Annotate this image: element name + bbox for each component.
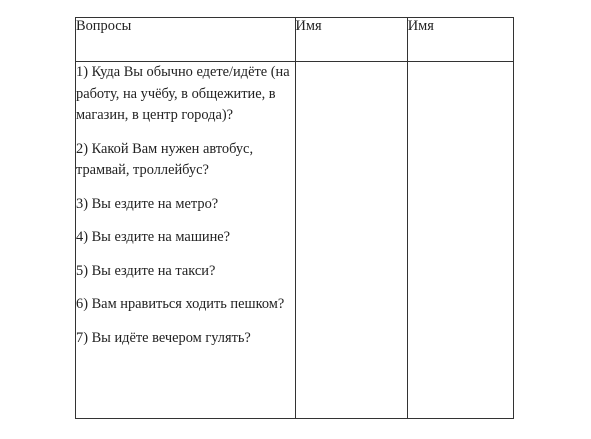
table-body-row — [76, 62, 514, 419]
question-7: 7) Вы идёте вечером гулять? — [76, 329, 251, 346]
header-name-1: Имя — [295, 18, 407, 62]
header-questions: Вопросы — [76, 18, 296, 62]
table-header-row — [76, 18, 514, 62]
question-3: 3) Вы ездите на метро? — [76, 195, 219, 212]
question-6: 6) Вам нравиться ходить пешком? — [76, 296, 285, 312]
question-2: 2) Какой Вам нужен автобус, трамвай, троллейбус? — [76, 140, 254, 178]
question-5: 5) Вы ездите на такси? — [76, 262, 216, 279]
answer-cell-name-2 — [407, 62, 513, 419]
answer-cell-name-1 — [295, 62, 407, 419]
survey-table — [75, 17, 514, 419]
question-4: 4) Вы ездите на машине? — [76, 229, 231, 245]
question-1: 1) Куда Вы обычно едете/идёте (на работу, на учёбу, в общежитие, в магазин, в центр города)? — [76, 64, 290, 123]
header-name-2: Имя — [407, 18, 513, 62]
questions-cell — [76, 62, 296, 419]
